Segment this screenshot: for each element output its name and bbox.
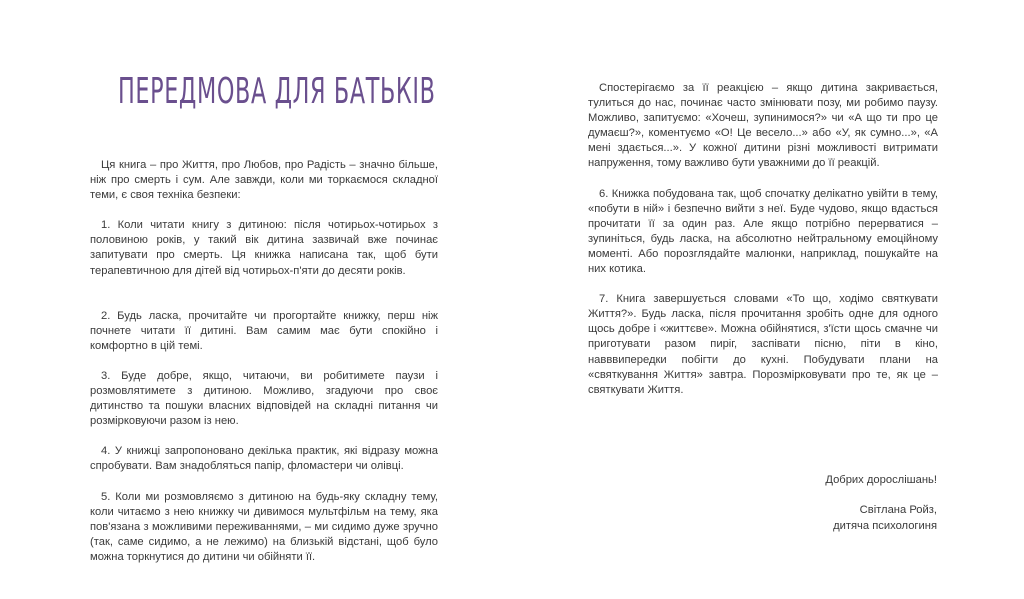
left-text-column	[90, 158, 438, 565]
list-item-4: 4. У книжці запропоновано декілька практик, які відразу можна спробувати. Вам знадобляться папір, фломастери чи олівці.	[90, 445, 438, 473]
right-page	[512, 0, 1024, 599]
list-item-5: 5. Коли ми розмовляємо з дитиною на будь-яку складну тему, коли читаємо з нею книжку чи дивимося мультфільм на тему, яка пов'язана з можливими переживаннями, – ми сидимо дуже зручно (так, саме сидимо, а не лежимо) на близькій відстані, щоб було можна торкнутися до дитини чи обійняти її.	[90, 490, 438, 563]
author-role: дитяча психологиня	[833, 519, 937, 532]
continuation-paragraph: Спостерігаємо за її реакцією – якщо дитина закривається, тулиться до нас, починає часто змінювати позу, ми робимо паузу. Можливо, запитуємо: «Хочеш, зупинимося?» чи «А що ти про це думаєш?», коментуємо «О! Це весело...» або «У, як сумно...», «А мені здається...». У кожної дитини різні можливості витримати напруження, тому важливо бути уважними до її реакцій.	[588, 82, 938, 170]
right-text-column	[588, 81, 938, 398]
list-item-6: 6. Книжка побудована так, щоб спочатку делікатно увійти в тему, «побути в ній» і безпечно вийти з неї. Буде чудово, якщо вдасться прочитати її за один раз. Але якщо потрібно перерватися – зупиніться, будь ласка, на абсолютно нейтральному емоційному моменті. Або порозглядайте малюнки, наприклад, пошукайте на них котика.	[588, 187, 938, 276]
list-item-1: 1. Коли читати книгу з дитиною: після чотирьох-чотирьох з половиною років, у такий вік дитина зазвичай вже починає запитувати про смерть. Ця книжка написана так, щоб бути терапевтичною для дітей від чотирьох-п'яти до десяти років.	[90, 219, 438, 277]
page-title: ПЕРЕДМОВА ДЛЯ БАТЬКІВ	[118, 71, 436, 112]
closing-greeting: Добрих дорослішань!	[825, 474, 937, 486]
list-item-2: 2. Будь ласка, прочитайте чи прогортайте книжку, перш ніж почнете читати її дитині. Вам самим має бути спокійно і комфортно в цій темі.	[90, 309, 438, 352]
list-item-7: 7. Книга завершується словами «То що, ходімо святкувати Життя?». Будь ласка, після прочитання зробіть одне для одного щось добре і «життєве». Можна обійнятися, з'їсти щось смачне чи приготувати разом пиріг, заспівати пісню, піти в кіно, навввипередки побігти до кухні. Побудувати плани на «святкування Життя» завтра. Порозмірковувати про те, як це – святкувати Життя.	[588, 293, 938, 396]
intro-paragraph: Ця книга – про Життя, про Любов, про Радість – значно більше, ніж про смерть і сум. Але завжди, коли ми торкаємося складної теми, є своя техніка безпеки:	[90, 159, 438, 202]
author-name: Світлана Ройз,	[859, 504, 937, 516]
author-signature	[812, 503, 937, 534]
list-item-3: 3. Буде добре, якщо, читаючи, ви робитимете паузи і розмовлятимете з дитиною. Можливо, згадуючи про своє дитинство та пошуки власних відповідей на складні питання чи розмірковуючи разом із нею.	[90, 369, 438, 428]
